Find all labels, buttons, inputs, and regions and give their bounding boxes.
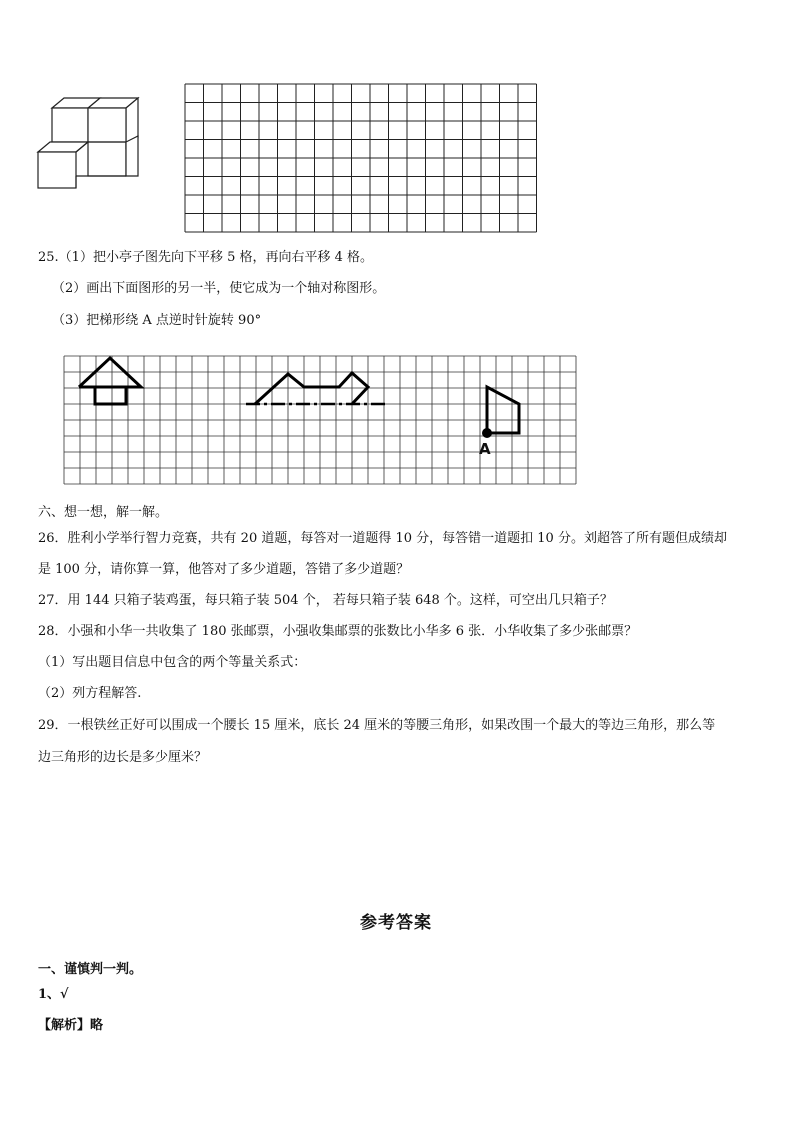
trapezoid-figure (64, 356, 580, 480)
q28-sub1: （1）写出题目信息中包含的两个等量关系式： (38, 655, 307, 670)
q25-part2: （2）画出下面图形的另一半，使它成为一个轴对称图形。 (52, 281, 386, 296)
q29-line1: 29．一根铁丝正好可以围成一个腰长 15 厘米，底长 24 厘米的等腰三角形，如果改围一个最大的等边三角形，那么等 (38, 718, 716, 733)
q28-line1: 28．小强和小华一共收集了 180 张邮票，小强收集邮票的张数比小华多 6 张．小华收集了多少张邮票？ (38, 624, 638, 639)
answers-analysis: 【解析】略 (38, 1018, 104, 1033)
q29-line2: 边三角形的边长是多少厘米？ (38, 750, 208, 765)
cube-stack-figure (36, 96, 146, 192)
answer-grid (185, 84, 537, 236)
q26-line1: 26．胜利小学举行智力竞赛，共有 20 道题，每答对一道题得 10 分，每答错一道题扣 10 分。刘超答了所有题但成绩却 (38, 531, 727, 546)
q28-sub2: （2）列方程解答. (38, 686, 142, 701)
q25-part1: 25.（1）把小亭子图先向下平移 5 格，再向右平移 4 格。 (38, 250, 374, 265)
section6-heading: 六、想一想，解一解。 (38, 505, 169, 520)
point-a-marker (482, 428, 492, 438)
q27-line1: 27．用 144 只箱子装鸡蛋，每只箱子装 504 个， 若每只箱子装 648 个。这样，可空出几只箱子？ (38, 593, 613, 608)
q26-line2: 是 100 分，请你算一算，他答对了多少道题，答错了多少道题？ (38, 562, 410, 577)
answers-title: 参考答案 (360, 913, 432, 933)
answers-item1: 1、√ (38, 987, 69, 1002)
answers-section1: 一、谨慎判一判。 (38, 962, 143, 977)
q25-part3: （3）把梯形绕 A 点逆时针旋转 90° (52, 313, 262, 328)
point-a-label: A (479, 440, 491, 458)
